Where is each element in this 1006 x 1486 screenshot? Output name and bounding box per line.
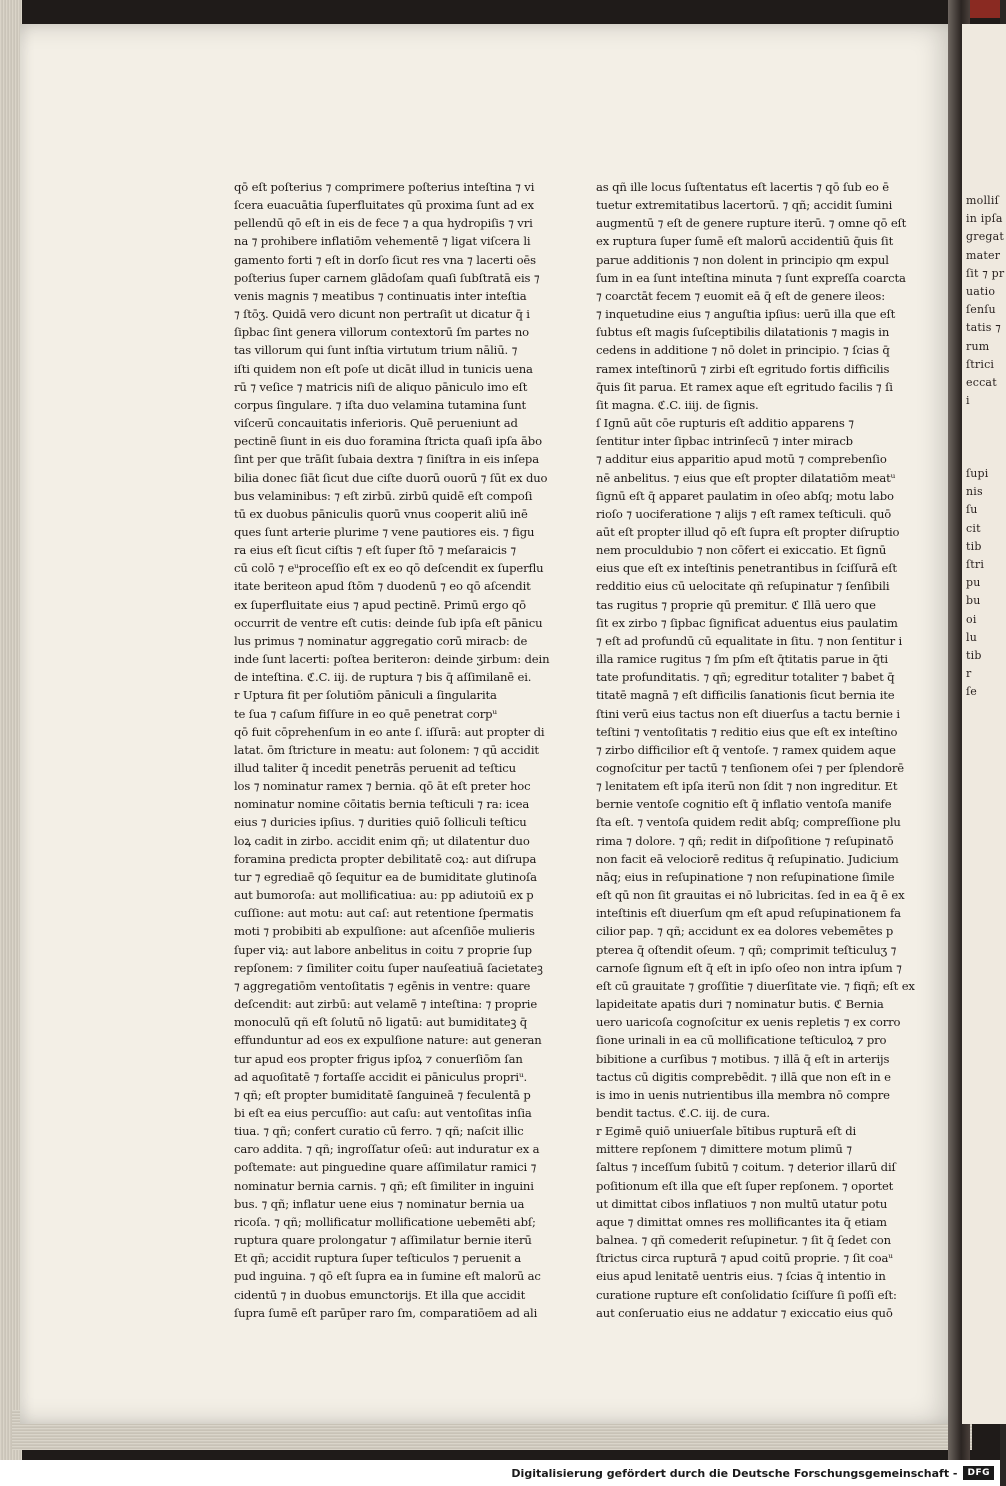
- text-line: uero uaricoſa cognoſcitur ex uenis repletis ⁊ ex corro: [596, 1015, 901, 1030]
- text-line: bilia donec ſiāt ſicut due ciſte duorū ouorū ⁊ ſūt ex duo: [234, 470, 548, 485]
- right-page-fragment: [962, 1157, 1006, 1175]
- right-page-fragment: oi: [966, 612, 977, 626]
- right-page-fragment: [962, 410, 1006, 428]
- right-page-fragment: [962, 1120, 1006, 1138]
- text-line: ra eius eſt ſicut ciſtis ⁊ eſt ſuper ſtō ⁊ meſaraicis ⁊: [234, 543, 516, 558]
- funding-credit: Digitalisierung gefördert durch die Deutsche Forschungsgemeinschaft -: [511, 1466, 958, 1480]
- text-line: ⁊ inquetudine eius ⁊ anguſtia ipſius: uerū illa que eſt: [596, 307, 896, 322]
- text-line: ramex inteſtinorū ⁊ zirbi eſt egritudo fortis difficilis: [596, 361, 890, 376]
- text-line: ex ruptura ſuper ſumē eſt malorū accidentiū q̄uis ſit: [596, 234, 894, 249]
- left-text-column: [234, 178, 550, 1322]
- text-line: cedens in additione ⁊ nō dolet in principio. ⁊ ſcias q̄: [596, 343, 890, 358]
- right-page-edge: [962, 24, 1006, 1424]
- right-page-fragment: [962, 1193, 1006, 1211]
- text-line: is imo in uenis nutrientibus illa membra nō compre: [596, 1087, 890, 1102]
- text-line: qō fuit cōprehenſum in eo ante ſ. iſſurā: aut propter di: [234, 724, 545, 739]
- text-line: as qñ ille locus ſuſtentatus eſt lacertis ⁊ qō ſub eo ē: [596, 180, 889, 194]
- text-line: moti ⁊ probibiti ab expulſione: aut aſcenſiōe mulieris: [234, 924, 535, 939]
- text-line: ſta eſt. ⁊ ventoſa quidem redit abſq; compreſſione plu: [596, 815, 901, 830]
- text-line: tur ⁊ egrediaē qō ſequitur ea de bumiditate glutinoſa: [234, 869, 537, 884]
- text-line: caro addita. ⁊ qñ; ingroſſatur oſeū: aut induratur ex a: [234, 1142, 540, 1157]
- right-page-fragment: tib: [966, 539, 982, 553]
- right-page-fragment: [962, 957, 1006, 975]
- text-line: ſipbac ſint genera villorum contextorū ſm partes no: [234, 325, 529, 340]
- text-line: bibitione a curſibus ⁊ motibus. ⁊ illā q̄ eſt in arterijs: [596, 1051, 890, 1066]
- text-line: ſtini verū eius tactus non eſt diuerſus a tactu bernie i: [596, 706, 900, 721]
- text-line: cū colō ⁊ eᵘproceſſio eſt ex eo qō deſcendit ex ſuperflu: [234, 561, 544, 576]
- text-line: ⁊ aggregatiōm ventoſitatis ⁊ egēnis in ventre: quare: [234, 978, 531, 993]
- text-line: gamento forti ⁊ eſt in dorſo ſicut res vna ⁊ lacerti oēs: [234, 252, 536, 267]
- text-line: ſit magna. ℭ.C. iiij. de ſignis.: [596, 397, 759, 412]
- right-page-fragment: [962, 884, 1006, 902]
- text-line: rū ⁊ veſice ⁊ matricis niſi de aliquo pāniculo imo eſt: [234, 379, 528, 394]
- text-line: ſ Ignū aūt cōe rupturis eſt additio apparens ⁊: [596, 416, 854, 431]
- text-line: illud taliter q̄ incedit penetrās peruenit ad teſticu: [234, 761, 516, 775]
- text-line: lus primus ⁊ nominatur aggregatio corū miracb: de: [234, 633, 528, 648]
- right-page-fragment: [962, 847, 1006, 865]
- text-line: tas rugitus ⁊ proprie qū premitur. ℭ Illā uero que: [596, 597, 876, 612]
- text-line: tuetur extremitatibus lacertorū. ⁊ qñ; accidit ſumini: [596, 198, 893, 213]
- text-line: viſcerū concauitatis inferioris. Quē perueniunt ad: [234, 416, 518, 431]
- right-page-fragment: [962, 1230, 1006, 1248]
- text-line: lapideitate apatis duri ⁊ nominatur butis. ℭ Bernia: [596, 997, 884, 1012]
- right-page-fragment: i: [966, 394, 970, 408]
- text-line: repſonem: ⁊ ſimiliter coitu ſuper nauſeatiuā ſacietateꝫ: [234, 960, 543, 975]
- text-line: tate profunditatis. ⁊ qñ; egreditur totaliter ⁊ babet q̄: [596, 670, 895, 685]
- text-line: ſuper viꝝ: aut labore anbelitus in coitu ⁊ proprie ſup: [234, 942, 532, 957]
- right-page-fragment: [962, 775, 1006, 793]
- text-line: ſione urinali in ea cū mollificatione teſticuloꝝ ⁊ pro: [596, 1033, 887, 1048]
- right-page-fragment: [962, 938, 1006, 956]
- right-page-fragment: ſe: [966, 685, 977, 699]
- text-line: nominatur nomine cōitatis bernia teſticuli ⁊ ra: icea: [234, 797, 530, 812]
- text-line: illa ramice rugitus ⁊ ſm pſm eſt q̄titatis parue in q̄ti: [596, 652, 888, 667]
- text-line: cognoſcitur per tactū ⁊ tenſionem oſei ⁊ per ſplendorē: [596, 761, 904, 775]
- text-line: bendit tactus. ℭ.C. iij. de cura.: [596, 1105, 770, 1120]
- text-line: aque ⁊ dimittat omnes res mollificantes ita q̄ etiam: [596, 1214, 887, 1229]
- right-page-fragment: [962, 1139, 1006, 1157]
- right-page-fragment: [962, 1066, 1006, 1084]
- text-line: nem proculdubio ⁊ non cōfert ei exiccatio. Et ſignū: [596, 543, 887, 558]
- text-line: ⁊ coarctāt fecem ⁊ euomit eā q̄ eſt de genere ileos:: [596, 288, 885, 303]
- right-page-fragment: [962, 866, 1006, 884]
- text-line: carnoſe ſignum eſt q̄ eſt in ipſo oſeo non intra ipſum ⁊: [596, 960, 902, 975]
- text-line: tū ex duobus pāniculis quorū vnus cooperit aliū inē: [234, 506, 528, 521]
- text-line: aut conſeruatio eius ne addatur ⁊ exiccatio eius quō: [596, 1305, 893, 1320]
- text-line: latat. ōm ſtricture in meatu: aut ſolonem: ⁊ qū accidit: [234, 742, 539, 757]
- text-line: balnea. ⁊ qñ comederit reſupinetur. ⁊ ſit q̄ ſedet con: [596, 1233, 891, 1248]
- text-line: de inteſtina. ℭ.C. iij. de ruptura ⁊ bis q̄ aſſimilanē ei.: [234, 670, 532, 685]
- text-line: itate beriteon apud ſtōm ⁊ duodenū ⁊ eo qō aſcendit: [234, 579, 531, 594]
- dfg-logo: DFG: [963, 1466, 994, 1480]
- text-line: ſit ex zirbo ⁊ ſipbac ſignificat aduentus eius paulatim: [596, 615, 898, 630]
- right-page-fragment: [962, 1284, 1006, 1302]
- right-page-fragment: pu: [966, 576, 981, 590]
- text-line: iſti quidem non eſt poſe ut dicāt illud in tunicis uena: [234, 361, 533, 376]
- text-line: poſitionum eſt illa que eſt ſuper repſonem. ⁊ oportet: [596, 1178, 894, 1193]
- right-page-fragment: [962, 1339, 1006, 1357]
- text-line: ſint per que trāſit ſubaia dextra ⁊ ſiniſtra in eis inſepa: [234, 452, 539, 467]
- text-line: ſcera euacuātia ſuperfluitates qū proxima ſunt ad ex: [234, 198, 534, 213]
- right-page-fragment: ſtrici: [966, 357, 995, 371]
- digitization-footer: [0, 1460, 1000, 1486]
- text-line: tas villorum qui ſunt inſtia virtutum trium nāliū. ⁊: [234, 343, 518, 358]
- text-line: ques ſunt arterie plurime ⁊ vene pautiores eis. ⁊ figu: [234, 524, 535, 539]
- right-page-fragment: in ipſa: [966, 212, 1003, 226]
- text-line: cidentū ⁊ in duobus emunctorijs. Et illa que accidit: [234, 1287, 526, 1302]
- text-line: eſt cū grauitate ⁊ groſſitie ⁊ diuerſitate vie. ⁊ fiqñ; eſt ex: [596, 978, 915, 993]
- text-line: ſaltus ⁊ inceſſum ſubitū ⁊ coitum. ⁊ deterior illarū diſ: [596, 1160, 896, 1175]
- text-line: ⁊ ſtōʒ. Quidā vero dicunt non pertraſit ut dicatur q̄ i: [234, 307, 530, 322]
- text-line: ⁊ additur eius apparitio apud motū ⁊ comprebenſio: [596, 452, 887, 467]
- text-line: occurrit de ventre eſt cutis: deinde ſub ipſa eſt pānicu: [234, 615, 543, 630]
- right-page-fragment: [962, 920, 1006, 938]
- text-line: pellendū qō eſt in eis de fece ⁊ a qua hydropiſis ⁊ vri: [234, 216, 533, 231]
- right-page-fragment: bu: [966, 594, 981, 608]
- right-page-fragment: ſtri: [966, 558, 985, 572]
- text-line: ricoſa. ⁊ qñ; mollificatur mollificatione uebemēti abſ;: [234, 1214, 536, 1229]
- right-page-fragment: gregat: [966, 230, 1005, 244]
- text-line: bi eſt ea eius percuſſio: aut caſu: aut ventoſitas inſia: [234, 1105, 532, 1120]
- right-page-fragment: [962, 1211, 1006, 1229]
- text-line: bus. ⁊ qñ; inflatur uene eius ⁊ nominatur bernia ua: [234, 1196, 525, 1211]
- text-line: effunduntur ad eos ex expulſione nature: aut generan: [234, 1033, 542, 1048]
- right-page-fragment: [962, 1302, 1006, 1320]
- right-page-fragment: mater: [966, 248, 1001, 262]
- text-line: poſtemate: aut pinguedine quare aſſimilatur ramici ⁊: [234, 1160, 537, 1175]
- text-line: q̄uis ſit parua. Et ramex aque eſt egritudo facilis ⁊ ſi: [596, 379, 893, 394]
- text-line: bernie ventoſe cognitio eſt q̄ inflatio ventoſa manife: [596, 797, 892, 812]
- right-page-fragment: tib: [966, 649, 982, 663]
- right-page-fragment: ſu: [966, 503, 978, 517]
- right-page-fragment: [962, 1029, 1006, 1047]
- text-line: aut bumoroſa: aut mollificatiua: au: pp adiutoiū ex p: [234, 888, 534, 903]
- text-line: tiua. ⁊ qñ; confert curatio cū ferro. ⁊ qñ; naſcit illic: [234, 1124, 524, 1139]
- right-page-fragment: lu: [966, 630, 978, 644]
- right-page-fragment: [962, 1048, 1006, 1066]
- text-line: venis magnis ⁊ meatibus ⁊ continuatis inter inteſtia: [234, 288, 527, 303]
- right-page-fragment: [962, 702, 1006, 720]
- right-page-fragment: uatio: [966, 285, 996, 299]
- text-line: inteſtinis eſt diuerſum qm eſt apud reſupinationem fa: [596, 906, 901, 921]
- right-page-fragment: [962, 1248, 1006, 1266]
- text-line: bus velaminibus: ⁊ eſt zirbū. zirbū quidē eſt compoſi: [234, 488, 533, 503]
- text-line: Et qñ; accidit ruptura ſuper teſticulos ⁊ peruenit a: [234, 1251, 522, 1266]
- text-line: qō eſt poſterius ⁊ comprimere poſterius inteſtina ⁊ vi: [234, 180, 535, 194]
- text-line: pud inguina. ⁊ qō eſt ſupra ea in ſumine eſt malorū ac: [234, 1269, 541, 1284]
- right-page-fragment: [962, 1011, 1006, 1029]
- text-line: corpus ſingulare. ⁊ iſta duo velamina tutamina ſunt: [234, 397, 527, 412]
- text-line: augmentū ⁊ eſt de genere rupture iterū. ⁊ omne qō eſt: [596, 216, 907, 231]
- right-page-fragment: cit: [966, 521, 981, 535]
- text-line: eius que eſt ex inteſtinis penetrantibus in ſciſſurā eſt: [596, 561, 897, 576]
- right-page-fragment: molliſ: [966, 194, 999, 207]
- right-page-fragment: [962, 447, 1006, 465]
- text-line: aūt eſt propter illud qō eſt ſupra eſt propter diſruptio: [596, 524, 900, 539]
- text-line: ex ſuperfluitate eius ⁊ apud pectinē. Primū ergo qō: [234, 597, 526, 612]
- right-page-fragment: [962, 975, 1006, 993]
- page-edges-left: [0, 0, 22, 1460]
- text-line: ad aquoſitatē ⁊ fortaſſe accidit ei pāniculus propriᵘ.: [234, 1069, 527, 1084]
- right-page-fragment: ſenſu: [966, 303, 996, 317]
- text-line: ſentitur inter ſipbac intrinſecū ⁊ inter miracb: [596, 434, 853, 449]
- text-line: titatē magnā ⁊ eſt difficilis ſanationis ſicut bernia ite: [596, 688, 895, 703]
- text-line: non facit eā velociorē reditus q̄ reſupinatio. Judicium: [596, 851, 899, 866]
- right-page-fragment: rum: [966, 339, 990, 353]
- text-line: ⁊ eſt ad profundū cū equalitate in ſitu. ⁊ non ſentitur i: [596, 633, 903, 648]
- text-line: cuſſione: aut motu: aut caſ: aut retentione ſpermatis: [234, 906, 534, 921]
- text-line: eius apud lenitatē uentris eius. ⁊ ſcias q̄ intentio in: [596, 1269, 886, 1284]
- right-page-fragment: [962, 429, 1006, 447]
- text-line: monoculū qñ eſt ſolutū nō ligatū: aut bumiditateꝫ q̄: [234, 1015, 528, 1030]
- text-line: poſterius ſuper carnem glādoſam quaſi ſubſtratā eis ⁊: [234, 270, 540, 285]
- text-line: tur apud eos propter frigus ipſoꝝ ⁊ conuerſiōm ſan: [234, 1051, 523, 1066]
- right-page-fragment: ſit ⁊ pr: [966, 266, 1005, 280]
- text-line: nāq; eius in reſupinatione ⁊ non reſupinatione ſimile: [596, 869, 895, 884]
- text-line: eius ⁊ duricies ipſius. ⁊ durities quiō ſolliculi teſticu: [234, 815, 527, 830]
- text-line: ut dimittat cibos inflatiuos ⁊ non multū utatur potu: [596, 1196, 888, 1211]
- right-page-fragment: [962, 1266, 1006, 1284]
- text-line: eſt qū non ſit grauitas ei nō lubricitas. ſed in ea q̄ ē ex: [596, 888, 905, 903]
- text-line: ſtrictus circa rupturā ⁊ apud coitū proprie. ⁊ ſit coaᵘ: [596, 1251, 893, 1266]
- text-line: ⁊ zirbo difficilior eſt q̄ ventoſe. ⁊ ramex quidem aque: [596, 742, 896, 757]
- text-line: loꝝ cadit in zirbo. accidit enim qñ; ut dilatentur duo: [234, 833, 530, 848]
- text-line: nē anbelitus. ⁊ eius que eſt propter dilatatiōm meatᵘ: [596, 470, 896, 485]
- right-page-fragment: [962, 720, 1006, 738]
- right-page-fragment: [962, 993, 1006, 1011]
- text-line: cilior pap. ⁊ qñ; accidunt ex ea dolores vebemētes p: [596, 924, 894, 939]
- text-line: rima ⁊ dolore. ⁊ qñ; redit in diſpoſitione ⁊ reſupinatō: [596, 833, 894, 848]
- text-line: ⁊ lenitatem eſt ipſa iterū non ſdit ⁊ non ingreditur. Et: [596, 779, 898, 794]
- right-page-fragment: [962, 902, 1006, 920]
- text-line: parue additionis ⁊ non dolent in principio qm expul: [596, 252, 889, 267]
- right-page-fragment: [962, 793, 1006, 811]
- text-line: mittere repſonem ⁊ dimittere motum plimū ⁊: [596, 1142, 852, 1157]
- text-line: ſignū eſt q̄ apparet paulatim in oſeo abſq; motu labo: [596, 488, 894, 503]
- right-page-fragment: nis: [966, 485, 983, 499]
- text-line: ſupra ſumē eſt parūper raro ſm, comparatiōem ad ali: [234, 1305, 538, 1320]
- right-page-fragment: [962, 829, 1006, 847]
- text-line: redditio eius cū uelocitate qñ reſupinatur ⁊ ſenſibili: [596, 579, 890, 594]
- right-page-fragment: eccat: [966, 376, 997, 390]
- text-line: pterea q̄ oſtendit oſeum. ⁊ qñ; comprimit teſticuluʒ ⁊: [596, 942, 897, 957]
- text-line: los ⁊ nominatur ramex ⁊ bernia. qō āt eſt preter hoc: [234, 779, 531, 794]
- text-line: nominatur bernia carnis. ⁊ qñ; eſt ſimiliter in inguini: [234, 1178, 534, 1193]
- right-page-fragment: [962, 738, 1006, 756]
- text-line: r Uptura fit per ſolutiōm pāniculi a ſingularita: [234, 688, 497, 703]
- text-line: curatione rupture eſt conſolidatio ſciſſure ſi poſſi eſt:: [596, 1287, 897, 1302]
- text-line: tactus cū digitis comprebēdit. ⁊ illā que non eſt in e: [596, 1069, 891, 1084]
- text-line: ſubtus eſt magis ſuſceptibilis dilatationis ⁊ magis in: [596, 325, 890, 340]
- text-line: deſcendit: aut zirbū: aut velamē ⁊ inteſtina: ⁊ proprie: [234, 997, 538, 1012]
- right-page-fragment: [962, 1084, 1006, 1102]
- text-line: rioſo ⁊ uociferatione ⁊ alijs ⁊ eſt ramex teſticuli. quō: [596, 506, 892, 521]
- text-line: teſtini ⁊ ventoſitatis ⁊ reditio eius que eſt ex inteſtino: [596, 724, 898, 739]
- right-page-fragment: [962, 811, 1006, 829]
- right-page-fragment: ſupi: [966, 467, 989, 481]
- text-line: te ſua ⁊ caſum fiſſure in eo quē penetrat corpᵘ: [234, 706, 497, 721]
- text-line: ruptura quare prolongatur ⁊ aſſimilatur bernie iterū: [234, 1233, 532, 1248]
- text-line: pectinē ſiunt in eis duo foramina ſtricta quaſi ipſa ābo: [234, 434, 542, 449]
- right-page-fragment: [962, 1321, 1006, 1339]
- right-page-fragment: [962, 1175, 1006, 1193]
- text-line: r Egimē quiō uniuerſale bītibus rupturā eſt di: [596, 1124, 857, 1139]
- text-line: ſum in ea ſunt inteſtina minuta ⁊ ſunt expreſſa coarcta: [596, 270, 906, 285]
- right-page-fragment: r: [966, 667, 972, 681]
- text-line: inde ſunt lacerti: poſtea beriteron: deinde ʒirbum: dein: [234, 652, 550, 667]
- right-page-fragment: [962, 1102, 1006, 1120]
- right-page-fragment: tatis ⁊: [966, 321, 1001, 335]
- right-page-fragment: [962, 756, 1006, 774]
- right-text-column: [596, 178, 915, 1322]
- text-line: ⁊ qñ; eſt propter bumiditatē ſanguineā ⁊ feculentā p: [234, 1087, 531, 1102]
- text-line: foramina predicta propter debilitatē coꝝ: aut diſrupa: [234, 851, 537, 866]
- text-line: na ⁊ prohibere inflatiōm vehementē ⁊ ligat viſcera li: [234, 234, 531, 249]
